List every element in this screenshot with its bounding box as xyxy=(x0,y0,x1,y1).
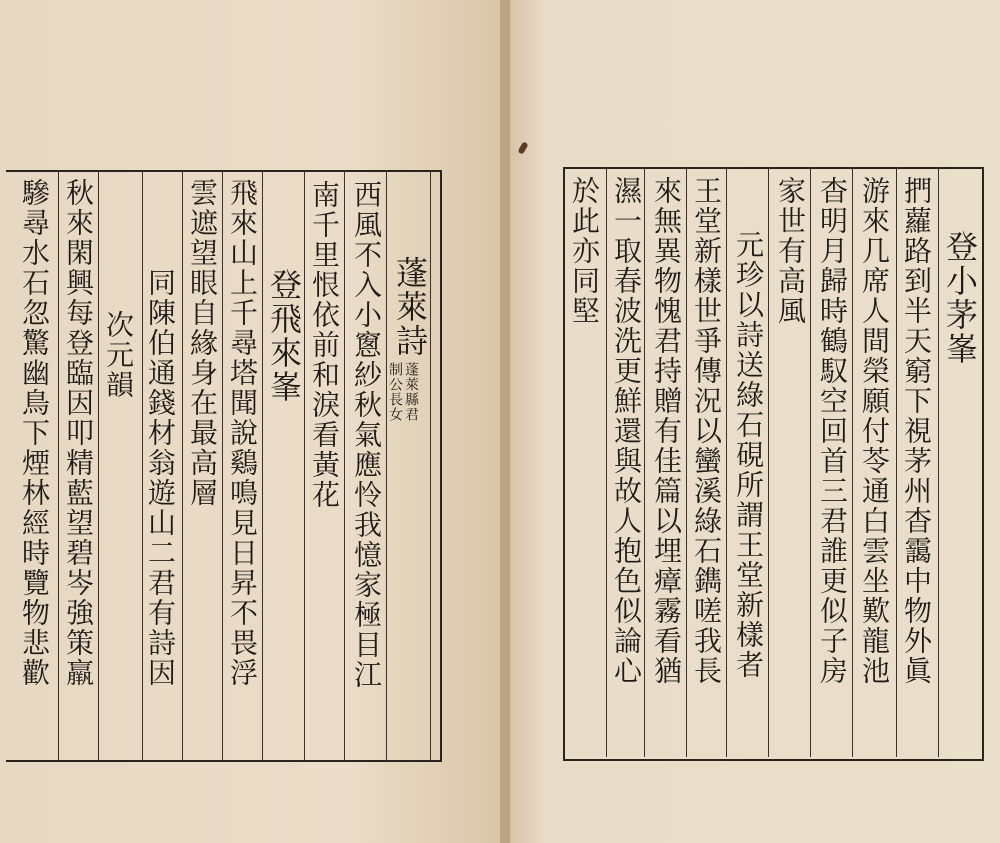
left-column-rule xyxy=(344,170,345,760)
right-column-rule xyxy=(686,167,687,757)
right-column-rule xyxy=(938,167,939,757)
text-column: 來無異物愧君持贈有佳篇以埋瘴霧看猶 xyxy=(650,176,683,686)
book-gutter xyxy=(500,0,510,843)
left-column-rule xyxy=(262,170,263,760)
left-column-rule xyxy=(222,170,223,760)
text-column: 濕一取春波洗更鮮還與故人抱色似論心 xyxy=(610,176,643,686)
right-column-rule xyxy=(768,167,769,757)
text-column: 王堂新樣世爭傳況以蠻溪綠石鐫嗟我長 xyxy=(690,176,723,686)
text-column: 捫蘿路到半天窮下視茅州杳靄中物外眞 xyxy=(900,176,933,686)
right-column-rule xyxy=(852,167,853,757)
poem-title-yuanzhen: 元珍以詩送綠石硯所謂王堂新樣者 xyxy=(732,230,765,680)
left-column-rule xyxy=(430,170,431,760)
author-note-a: 蓬萊縣君 xyxy=(403,362,419,422)
left-column-rule xyxy=(58,170,59,760)
left-column-rule xyxy=(182,170,183,760)
left-column-rule xyxy=(386,170,387,760)
text-column: 杳明月歸時鶴馭空回首三君誰更似子房 xyxy=(816,176,849,686)
text-column: 驂尋水石忽驚幽鳥下煙林經時覽物悲歡 xyxy=(18,178,51,688)
left-column-rule xyxy=(98,170,99,760)
text-column: 同陳伯通錢材翁遊山二君有詩因 xyxy=(144,268,177,688)
text-column: 於此亦同堅 xyxy=(568,176,601,326)
text-column: 南千里恨依前和淚看黃花 xyxy=(308,180,341,510)
text-column: 西風不入小窻紗秋氣應怜我憶家極目江 xyxy=(350,180,383,690)
text-column: 飛來山上千尋塔聞說鷄鳴見日昇不畏浮 xyxy=(226,178,259,688)
poem-title-penglai: 蓬萊詩 xyxy=(391,256,429,358)
right-column-rule xyxy=(726,167,727,757)
text-column: 雲遮望眼自緣身在最高層 xyxy=(186,178,219,508)
poem-title-maofeng: 登小茅峯 xyxy=(941,230,979,366)
right-column-rule xyxy=(896,167,897,757)
text-column: 秋來閑興每登臨因叩精藍望碧岑強策羸 xyxy=(62,178,95,688)
text-column: 游來几席人間榮願付苓通白雲坐歎龍池 xyxy=(858,176,891,686)
text-column: 家世有高風 xyxy=(774,176,807,326)
author-note-b: 制公長女 xyxy=(387,362,403,422)
right-column-rule xyxy=(644,167,645,757)
left-column-rule xyxy=(304,170,305,760)
poem-title-feilai: 登飛來峯 xyxy=(265,268,303,404)
right-column-rule xyxy=(810,167,811,757)
right-column-rule xyxy=(606,167,607,757)
left-column-rule xyxy=(142,170,143,760)
poem-title-ciyuan: 次元韻 xyxy=(102,310,135,400)
